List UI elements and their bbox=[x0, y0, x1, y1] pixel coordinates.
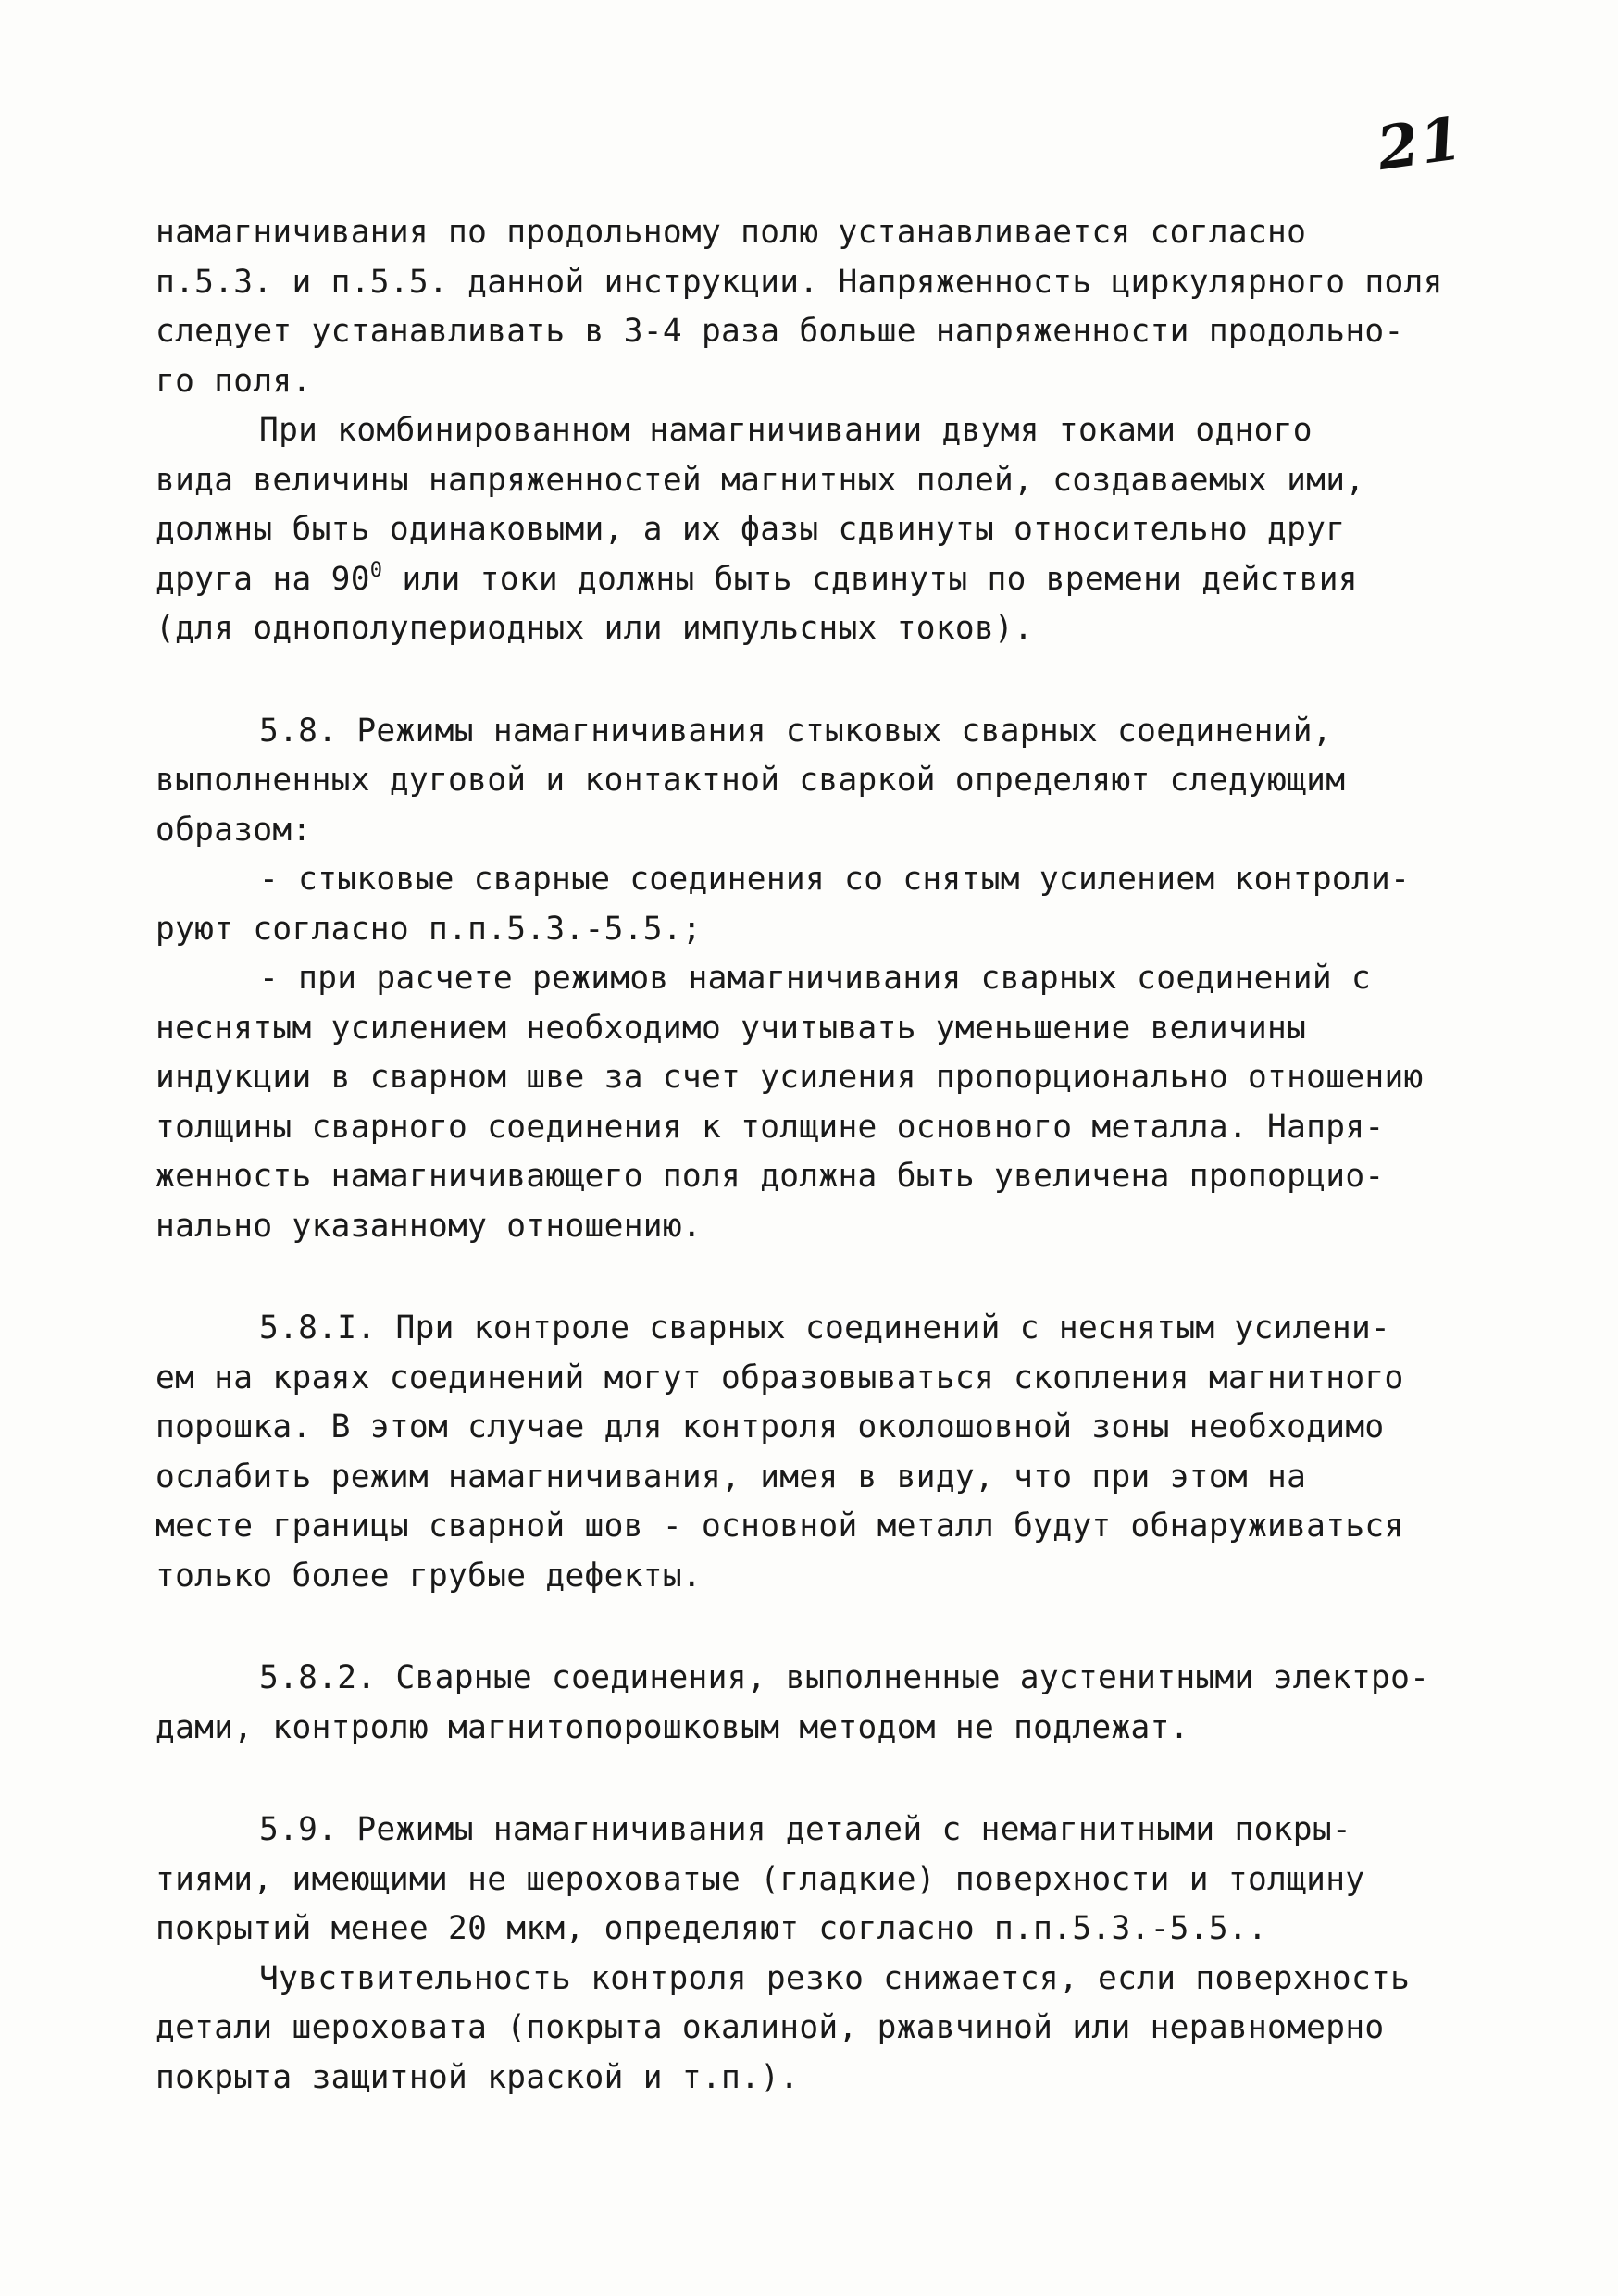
text-line: нально указанному отношению. bbox=[156, 1207, 702, 1245]
text-line: индукции в сварном шве за счет усиления пропорционально отношению bbox=[156, 1059, 1424, 1096]
text-line: порошка. В этом случае для контроля околошовной зоны необходимо bbox=[156, 1409, 1385, 1446]
text-segment: или токи должны быть сдвинуты по времени действия bbox=[382, 560, 1358, 598]
text-line: неснятым усилением необходимо учитывать уменьшение величины bbox=[156, 1009, 1307, 1047]
text-line: (для однополупериодных или импульсных токов). bbox=[156, 610, 1034, 647]
text-line: покрытий менее 20 мкм, определяют согласно п.п.5.3.-5.5.. bbox=[156, 1910, 1268, 1947]
text-line: ем на краях соединений могут образовываться скопления магнитного bbox=[156, 1359, 1404, 1396]
text-line: детали шероховата (покрыта окалиной, ржавчиной или неравномерно bbox=[156, 2009, 1385, 2046]
paragraph bbox=[156, 208, 1507, 406]
text-line: толщины сварного соединения к толщине основного металла. Напря- bbox=[156, 1108, 1385, 1146]
paragraph-gap bbox=[156, 654, 1507, 707]
paragraph-gap bbox=[156, 1601, 1507, 1654]
section-5-8-2 bbox=[156, 1654, 1507, 1753]
text-line: должны быть одинаковыми, а их фазы сдвинуты относительно друг bbox=[156, 511, 1346, 548]
list-item-line: - при расчете режимов намагничивания сварных соединений с bbox=[259, 960, 1372, 997]
section-5-9 bbox=[156, 1806, 1507, 2103]
paragraph-gap bbox=[156, 1753, 1507, 1806]
text-line: вида величины напряженностей магнитных полей, создаваемых ими, bbox=[156, 461, 1365, 499]
paragraph-gap bbox=[156, 1251, 1507, 1304]
text-line: дами, контролю магнитопорошковым методом не подлежат. bbox=[156, 1708, 1189, 1746]
text-line: п.5.3. и п.5.5. данной инструкции. Напряженность циркулярного поля bbox=[156, 263, 1443, 301]
text-line: Чувствительность контроля резко снижается, если поверхность bbox=[259, 1959, 1411, 1997]
text-line-with-superscript bbox=[156, 555, 1507, 605]
text-line: месте границы сварной шов - основной металл будут обнаруживаться bbox=[156, 1508, 1404, 1545]
text-line: женность намагничивающего поля должна быть увеличена пропорцио- bbox=[156, 1158, 1385, 1195]
text-line: При комбинированном намагничивании двумя токами одного bbox=[259, 412, 1313, 449]
degree-superscript: 0 bbox=[369, 558, 383, 582]
text-line: тиями, имеющими не шероховатые (гладкие) поверхности и толщину bbox=[156, 1860, 1365, 1898]
text-line: руют согласно п.п.5.3.-5.5.; bbox=[156, 910, 702, 948]
text-line: образом: bbox=[156, 811, 312, 849]
section-5-8-1 bbox=[156, 1304, 1507, 1601]
text-line: только более грубые дефекты. bbox=[156, 1557, 702, 1595]
text-line: ослабить режим намагничивания, имея в виду, что при этом на bbox=[156, 1458, 1307, 1496]
text-line: 5.8.I. При контроле сварных соединений с неснятым усилени- bbox=[259, 1309, 1391, 1347]
paragraph bbox=[156, 406, 1507, 654]
text-line: 5.9. Режимы намагничивания деталей с немагнитными покры- bbox=[259, 1811, 1351, 1848]
text-line: го поля. bbox=[156, 362, 312, 400]
list-item-line: - стыковые сварные соединения со снятым усилением контроли- bbox=[259, 861, 1411, 898]
text-line: намагничивания по продольному полю устанавливается согласно bbox=[156, 214, 1307, 251]
text-line: 5.8. Режимы намагничивания стыковых сварных соединений, bbox=[259, 712, 1332, 750]
text-line: 5.8.2. Сварные соединения, выполненные аустенитными электро- bbox=[259, 1659, 1430, 1696]
document-body bbox=[156, 208, 1507, 2103]
text-line: выполненных дуговой и контактной сваркой определяют следующим bbox=[156, 762, 1346, 799]
text-segment: друга на 90 bbox=[156, 560, 370, 598]
text-line: следует устанавливать в 3-4 раза больше напряженности продольно- bbox=[156, 313, 1404, 350]
section-5-8 bbox=[156, 707, 1507, 1252]
page-number: 21 bbox=[1373, 103, 1468, 185]
text-line: покрыта защитной краской и т.п.). bbox=[156, 2058, 800, 2096]
